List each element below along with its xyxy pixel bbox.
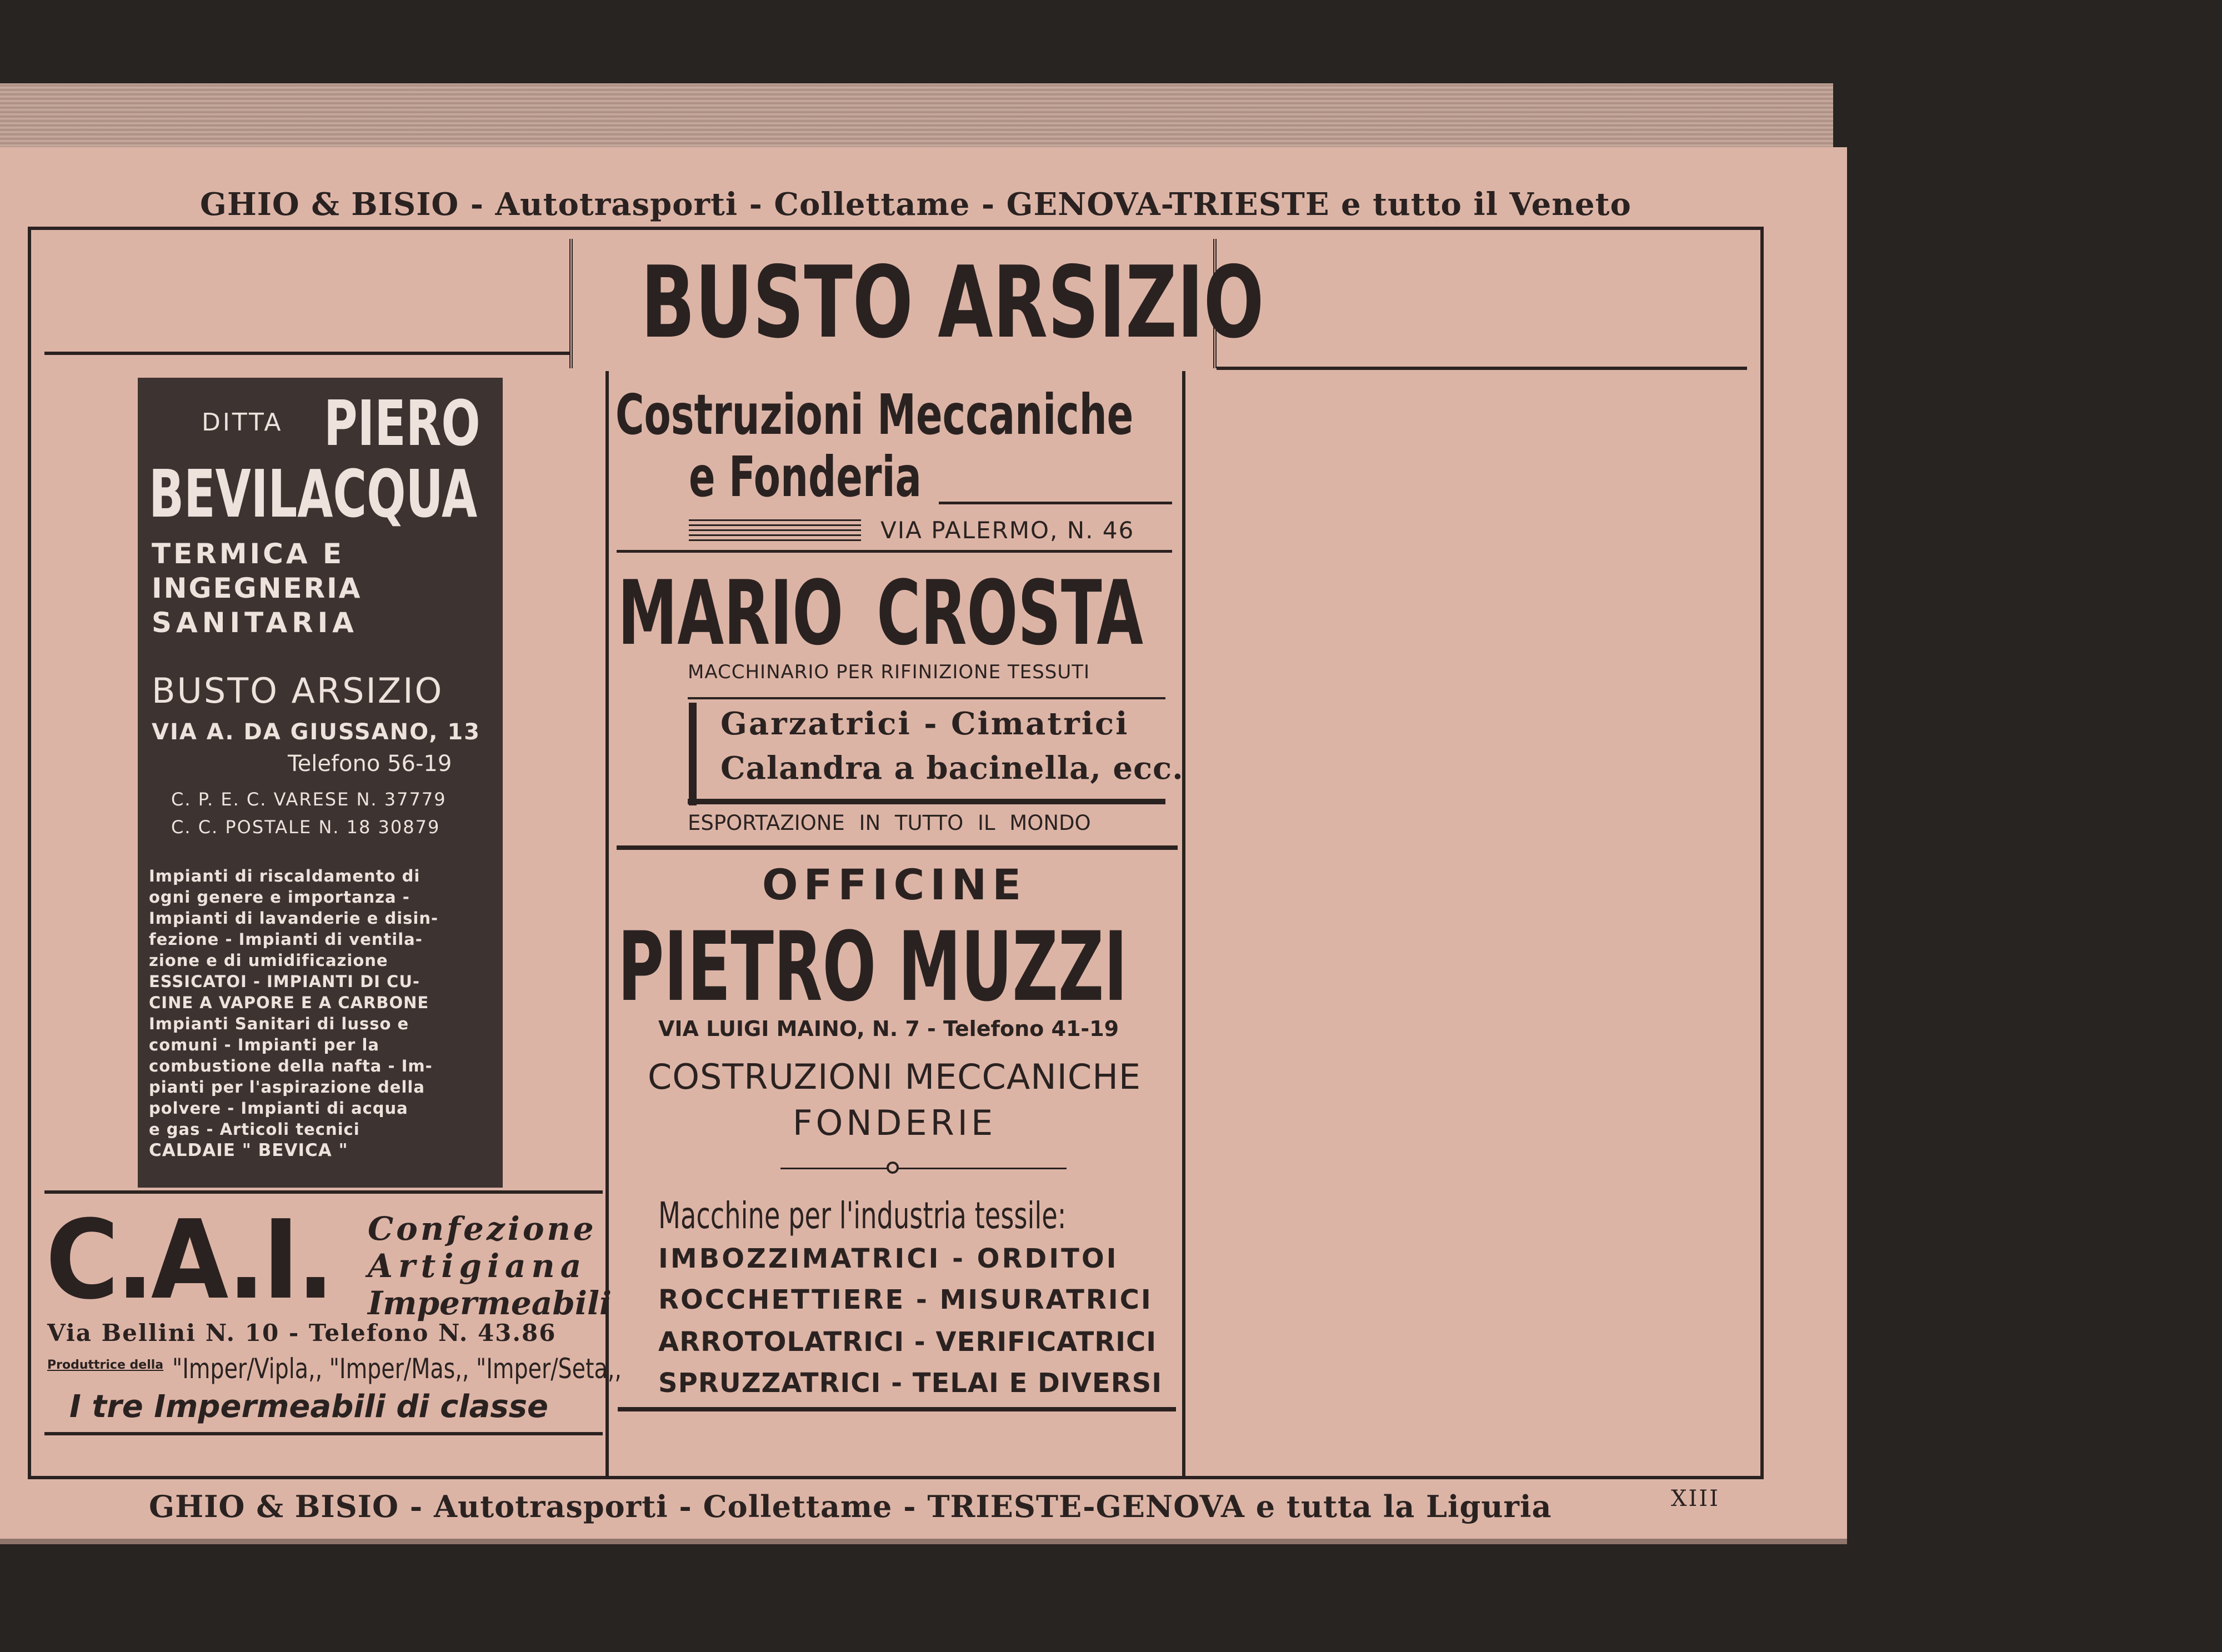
bevilacqua-ad [138, 378, 503, 1188]
bevilacqua-address: VIA A. DA GIUSSANO, 13 [152, 719, 481, 745]
muzzi-address: VIA LUIGI MAINO, N. 7 - Telefono 41-19 [658, 1017, 1119, 1041]
machines-line: ROCCHETTIERE - MISURATRICI [658, 1284, 1153, 1315]
crosta-products-1: Garzatrici - Cimatrici [720, 705, 1129, 742]
cai-tagline-2: Artigiana [368, 1247, 587, 1285]
page-edge-stack [0, 83, 1833, 150]
crosta-rule-1 [617, 550, 1172, 553]
page-number: XIII [1671, 1486, 1720, 1511]
bevilacqua-postal-account: C. C. POSTALE N. 18 30879 [171, 817, 441, 838]
running-header: GHIO & BISIO - Autotrasporti - Collettame - GENOVA-TRIESTE e tutto il Veneto [200, 186, 1632, 223]
city-title: BUSTO ARSIZIO [640, 245, 1264, 360]
crosta-products-bar [689, 703, 697, 805]
crosta-rule-2 [688, 697, 1165, 699]
machines-line: ARROTOLATRICI - VERIFICATRICI [658, 1326, 1157, 1358]
muzzi-line-1: COSTRUZIONI MECCANICHE [647, 1057, 1142, 1097]
muzzi-line-2: FONDERIE [792, 1103, 997, 1143]
ornament-rule [780, 1168, 1067, 1169]
desc-line: comuni - Impianti per la [149, 1035, 379, 1054]
running-footer: GHIO & BISIO - Autotrasporti - Collettame - TRIESTE-GENOVA e tutta la Liguria [149, 1489, 1552, 1524]
crosta-heading-2: e Fonderia [689, 444, 922, 509]
title-rule-right [1217, 367, 1747, 370]
crosta-export: ESPORTAZIONE IN TUTTO IL MONDO [688, 811, 1091, 835]
desc-line: polvere - Impianti di acqua [149, 1099, 408, 1118]
desc-line: combustione della nafta - Im- [149, 1057, 433, 1075]
machines-line: IMBOZZIMATRICI - ORDITOI [658, 1243, 1119, 1274]
cai-rule-bottom [44, 1432, 603, 1435]
cai-producer-prefix: Produttrice della [47, 1358, 164, 1372]
ditta-label: DITTA [202, 408, 283, 437]
desc-line: ESSICATOI - IMPIANTI DI CU- [149, 972, 420, 991]
crosta-hatch-rule [689, 519, 861, 542]
desc-line: CALDAIE " BEVICA " [149, 1140, 348, 1160]
muzzi-rule-bottom [618, 1407, 1176, 1411]
desc-line: Impianti di riscaldamento di [149, 867, 421, 885]
crosta-heading-1: Costruzioni Meccaniche [615, 382, 1134, 447]
muzzi-pre: OFFICINE [762, 860, 1027, 909]
desc-line: e gas - Articoli tecnici [149, 1120, 360, 1139]
muzzi-machines-intro: Macchine per l'industria tessile: [658, 1194, 1067, 1237]
crosta-heading-rule [939, 502, 1172, 504]
machines-line: SPRUZZATRICI - TELAI E DIVERSI [658, 1368, 1163, 1399]
ornament-dot [887, 1162, 899, 1174]
crosta-subtitle: MACCHINARIO PER RIFINIZIONE TESSUTI [688, 661, 1090, 683]
bevilacqua-cpec: C. P. E. C. VARESE N. 37779 [171, 789, 447, 810]
muzzi-name: PIETRO MUZZI [618, 911, 1128, 1023]
cai-products: "Imper/Vipla,, "Imper/Mas,, "Imper/Seta,, [172, 1353, 622, 1385]
company-first-name: PIERO [324, 388, 481, 460]
specialty-line-2: INGEGNERIA [152, 572, 362, 604]
specialty-line-1: TERMICA E [152, 538, 345, 570]
desc-line: Impianti di lavanderie e disin- [149, 909, 439, 928]
crosta-products-2: Calandra a bacinella, ecc. [720, 750, 1184, 787]
desc-line: ogni genere e importanza - [149, 888, 410, 907]
crosta-rule-3 [688, 799, 1165, 804]
desc-line: pianti per l'aspirazione della [149, 1078, 425, 1097]
cai-tagline-3: Impermeabili [368, 1284, 612, 1322]
column-rule-2 [1182, 371, 1185, 1476]
bevilacqua-city: BUSTO ARSIZIO [152, 670, 444, 711]
company-last-name: BEVILACQUA [149, 455, 478, 532]
crosta-name: MARIO CROSTA [618, 561, 1143, 665]
crosta-address: VIA PALERMO, N. 46 [880, 517, 1135, 544]
cai-logo: C.A.I. [46, 1197, 332, 1324]
bevilacqua-phone: Telefono 56-19 [288, 751, 452, 777]
desc-line: zione e di umidificazione [149, 951, 388, 970]
desc-line: fezione - Impianti di ventila- [149, 930, 423, 949]
desc-line: Impianti Sanitari di lusso e [149, 1014, 409, 1033]
cai-rule-top [44, 1190, 603, 1194]
specialty-line-3: SANITARIA [152, 607, 358, 639]
cai-address: Via Bellini N. 10 - Telefono N. 43.86 [47, 1319, 557, 1346]
section-divider [617, 845, 1178, 850]
title-rule-left [44, 352, 569, 355]
page-bottom-edge [0, 1539, 1847, 1544]
cai-tagline-1: Confezione [368, 1210, 597, 1248]
desc-line: CINE A VAPORE E A CARBONE [149, 993, 429, 1012]
cai-slogan: I tre Impermeabili di classe [69, 1389, 548, 1425]
